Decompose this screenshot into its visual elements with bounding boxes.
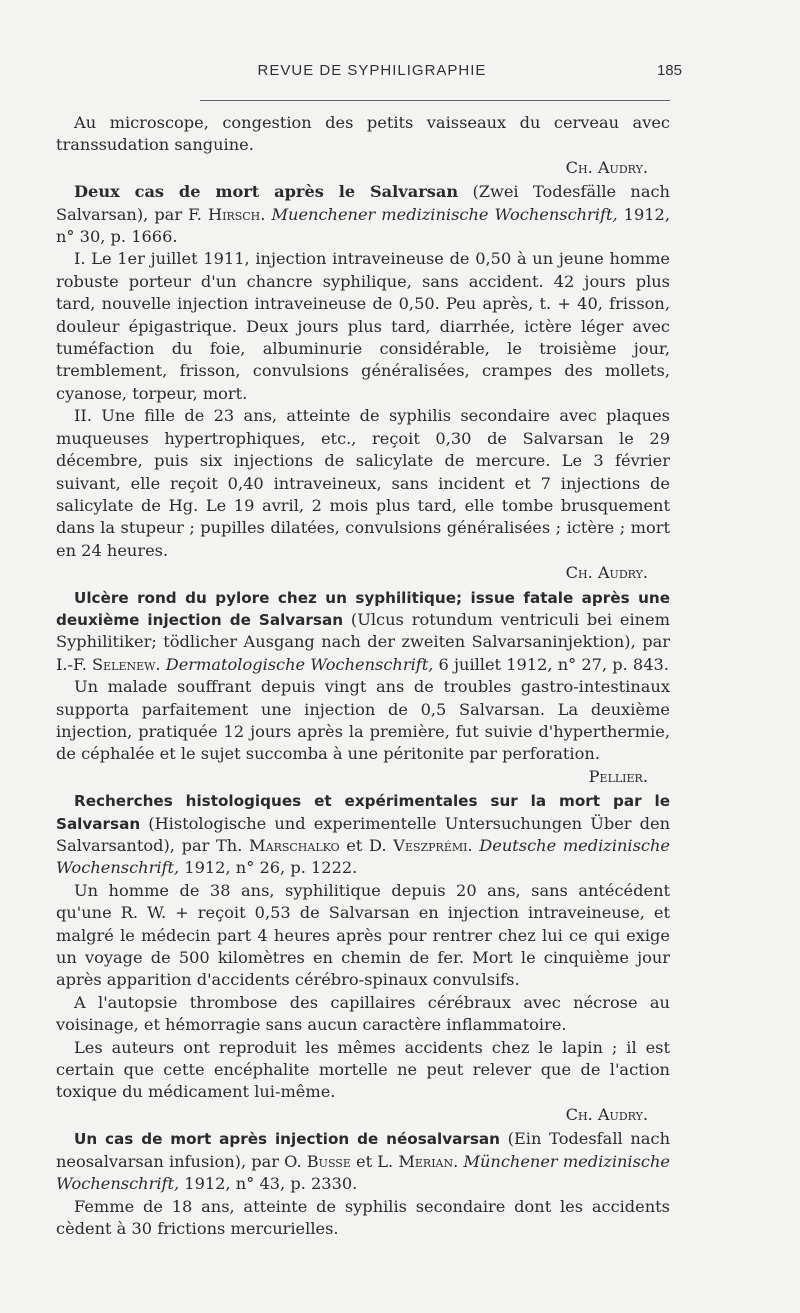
header-rule: [200, 100, 670, 101]
page-number: 185: [656, 62, 682, 79]
article-paragraph: Un homme de 38 ans, syphilitique depuis 20 ans, sans antécédent qu'une R. W. + reçoit 0,53 de Salvarsan en injection intraveineuse, et malgré le médecin part 4 heures après pour rentrer chez lui ce qui exige un voyage de 500 kilomètres en chemin de fer. Mort le cinquième jour après apparition d'accidents cérébro-spinaux convulsifs.: [56, 880, 670, 990]
article-title: Ulcère rond du pylore chez un syphilitique; issue fatale après une deuxième injection de Salvarsan: [56, 588, 670, 629]
article-ref: 1912, n° 26, p. 1222.: [179, 858, 358, 878]
article-paragraph: Un malade souffrant depuis vingt ans de troubles gastro-intestinaux supporta parfaitement une injection de 0,5 Salvarsan. La deuxième injection, pratiquée 12 jours après la première, fut suivie d'hyperthermie, de céphalée et le sujet succomba à une péritonite par perforation.: [56, 677, 670, 764]
article-title-rest: (Ein Todesfall nach neosalvarsan infusion), par O.: [56, 1129, 670, 1171]
article-heading-3: [56, 790, 670, 880]
article-author: Selenew.: [92, 654, 161, 674]
article-paragraph: I. Le 1er juillet 1911, injection intraveineuse de 0,50 à un jeune homme robuste porteur d'un chancre syphilique, sans accident. 42 jours plus tard, nouvelle injection intraveineuse de 0,50. Peu après, t. + 40, frisson, douleur épigastrique. Deux jours plus tard, diarrhée, ictère léger avec tuméfaction du foie, albuminurie considérable, le troisième jour, tremblement, frisson, convulsions généralisées, crampes des mollets, cyanose, torpeur, mort.: [56, 249, 670, 403]
article-author-conj: et D.: [339, 836, 394, 855]
body-text: [56, 112, 670, 1240]
article-journal: Dermatologische Wochenschrift,: [165, 654, 434, 674]
article-heading-4: [56, 1128, 670, 1195]
article-title: Recherches histologiques et expérimentales sur la mort par le Salvarsan: [56, 792, 670, 833]
signature: Ch. Audry.: [565, 157, 648, 177]
signature: Ch. Audry.: [565, 1104, 648, 1124]
running-title: REVUE DE SYPHILIGRAPHIE: [257, 62, 487, 79]
article-ref: 1912, n° 43, p. 2330.: [179, 1174, 358, 1194]
article-author: Marschalko: [249, 836, 340, 855]
article-author: Busse: [306, 1151, 351, 1171]
article-heading-1: [56, 181, 670, 248]
signature: Ch. Audry.: [565, 563, 648, 583]
article-ref: 6 juillet 1912, n° 27, p. 843.: [433, 654, 669, 674]
article-author: Merian.: [398, 1151, 459, 1171]
article-paragraph: II. Une fille de 23 ans, atteinte de syphilis secondaire avec plaques muqueuses hypertrophiques, etc., reçoit 0,30 de Salvarsan le 29 décembre, puis six injections de salicylate de mercure. Le 3 février suivant, elle reçoit 0,40 intraveineux, sans incident et 7 injections de salicylate de Hg. Le 19 avril, 2 mois plus tard, elle tombe brusquement dans la stupeur ; pupilles dilatées, convulsions généralisées ; ictère ; mort en 24 heures.: [56, 406, 670, 560]
article-journal: Muenchener medizinische Wochenschrift,: [271, 204, 618, 224]
article-author: Veszprémi.: [393, 836, 473, 855]
page-header: [62, 62, 682, 88]
article-journal: Deutsche medizinische Wochenschrift,: [56, 836, 670, 878]
article-ref: 1912, n° 30, p. 1666.: [56, 204, 670, 247]
article-title: Deux cas de mort après le Salvarsan: [74, 182, 459, 202]
signature: Pellier.: [588, 766, 648, 786]
article-title-rest: (Zwei Todesfälle nach Salvarsan), par F.: [56, 182, 670, 224]
article-paragraph: Femme de 18 ans, atteinte de syphilis secondaire dont les accidents cèdent à 30 frictions mercurielles.: [56, 1196, 670, 1238]
article-author: Hirsch.: [207, 204, 266, 224]
article-author-conj: et L.: [350, 1151, 399, 1171]
article-paragraph: A l'autopsie thrombose des capillaires cérébraux avec nécrose au voisinage, et hémorragie sans aucun caractère inflammatoire.: [56, 992, 670, 1035]
article-heading-2: [56, 587, 670, 677]
article-title-rest: (Histologische und experimentelle Untersuchungen Über den Salvarsantod), par Th.: [56, 813, 670, 855]
review-fragment-text: Au microscope, congestion des petits vaisseaux du cerveau avec transsudation sanguine.: [56, 113, 670, 155]
article-title: Un cas de mort après injection de néosalvarsan: [74, 1130, 500, 1149]
article-paragraph: Les auteurs ont reproduit les mêmes accidents chez le lapin ; il est certain que cette encéphalite mortelle ne peut relever que de l'action toxique du médicament lui-même.: [56, 1037, 670, 1102]
article-journal: Münchener medizinische Wochenschrift,: [56, 1151, 670, 1194]
article-title-rest: (Ulcus rotundum ventriculi bei einem Syphilitiker; tödlicher Ausgang nach der zweiten Salvarsaninjektion), par I.-F.: [56, 609, 670, 674]
